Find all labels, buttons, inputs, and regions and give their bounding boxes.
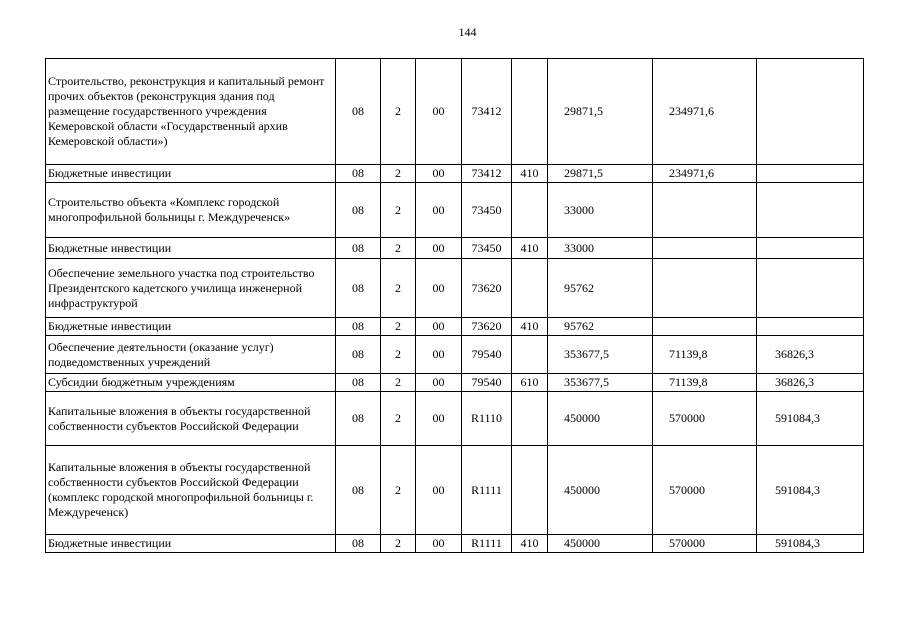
code-cell: 00: [416, 259, 462, 318]
amount-year3-cell: 591084,3: [757, 535, 864, 553]
subsection-cell: 2: [381, 165, 416, 183]
table-row: [46, 238, 864, 259]
amount-year1-cell: 353677,5: [548, 374, 653, 392]
amount-year3-cell: [757, 59, 864, 165]
amount-year3-cell: [757, 165, 864, 183]
subsection-cell: 2: [381, 59, 416, 165]
expense-type-cell: 410: [512, 535, 548, 553]
code-cell: 00: [416, 59, 462, 165]
code-cell: 00: [416, 318, 462, 336]
code-cell: 00: [416, 336, 462, 374]
row-name-cell: Бюджетные инвестиции: [46, 318, 336, 336]
expense-type-cell: 410: [512, 165, 548, 183]
amount-year3-cell: 36826,3: [757, 336, 864, 374]
section-cell: 08: [336, 318, 381, 336]
amount-year1-cell: 33000: [548, 238, 653, 259]
expense-type-cell: [512, 259, 548, 318]
amount-year1-cell: 29871,5: [548, 165, 653, 183]
amount-year2-cell: 570000: [653, 392, 757, 446]
code-cell: 00: [416, 374, 462, 392]
table-row: [46, 392, 864, 446]
row-name-cell: Обеспечение деятельности (оказание услуг) подведомственных учреждений: [46, 336, 336, 374]
section-cell: 08: [336, 238, 381, 259]
section-cell: 08: [336, 336, 381, 374]
program-cell: 73450: [462, 238, 512, 259]
table-row: [46, 446, 864, 535]
code-cell: 00: [416, 238, 462, 259]
amount-year1-cell: 450000: [548, 446, 653, 535]
amount-year2-cell: 570000: [653, 446, 757, 535]
table-row: [46, 59, 864, 165]
code-cell: 00: [416, 183, 462, 238]
expense-type-cell: [512, 183, 548, 238]
amount-year2-cell: [653, 238, 757, 259]
expense-type-cell: [512, 392, 548, 446]
program-cell: 73450: [462, 183, 512, 238]
code-cell: 00: [416, 535, 462, 553]
table-row: [46, 165, 864, 183]
section-cell: 08: [336, 59, 381, 165]
subsection-cell: 2: [381, 183, 416, 238]
program-cell: 73412: [462, 59, 512, 165]
expense-type-cell: [512, 446, 548, 535]
amount-year2-cell: [653, 318, 757, 336]
program-cell: 73620: [462, 318, 512, 336]
amount-year2-cell: 234971,6: [653, 165, 757, 183]
amount-year1-cell: 29871,5: [548, 59, 653, 165]
amount-year1-cell: 95762: [548, 318, 653, 336]
subsection-cell: 2: [381, 336, 416, 374]
amount-year1-cell: 33000: [548, 183, 653, 238]
code-cell: 00: [416, 446, 462, 535]
amount-year3-cell: [757, 238, 864, 259]
table-row: [46, 259, 864, 318]
row-name-cell: Субсидии бюджетным учреждениям: [46, 374, 336, 392]
expense-type-cell: 610: [512, 374, 548, 392]
amount-year2-cell: [653, 259, 757, 318]
program-cell: 79540: [462, 336, 512, 374]
row-name-cell: Бюджетные инвестиции: [46, 535, 336, 553]
subsection-cell: 2: [381, 238, 416, 259]
row-name-cell: Обеспечение земельного участка под строительство Президентского кадетского училища инженерной инфраструктурой: [46, 259, 336, 318]
amount-year3-cell: [757, 183, 864, 238]
section-cell: 08: [336, 392, 381, 446]
amount-year3-cell: 591084,3: [757, 446, 864, 535]
amount-year2-cell: 71139,8: [653, 336, 757, 374]
amount-year2-cell: 570000: [653, 535, 757, 553]
amount-year2-cell: 71139,8: [653, 374, 757, 392]
row-name-cell: Строительство объекта «Комплекс городской многопрофильной больницы г. Междуреченск»: [46, 183, 336, 238]
amount-year3-cell: [757, 318, 864, 336]
section-cell: 08: [336, 446, 381, 535]
row-name-cell: Бюджетные инвестиции: [46, 165, 336, 183]
amount-year3-cell: 591084,3: [757, 392, 864, 446]
section-cell: 08: [336, 535, 381, 553]
section-cell: 08: [336, 374, 381, 392]
budget-table: [45, 58, 864, 553]
program-cell: 73620: [462, 259, 512, 318]
expense-type-cell: [512, 336, 548, 374]
row-name-cell: Капитальные вложения в объекты государственной собственности субъектов Российской Федерации: [46, 392, 336, 446]
table-row: [46, 374, 864, 392]
amount-year1-cell: 353677,5: [548, 336, 653, 374]
program-cell: R1110: [462, 392, 512, 446]
subsection-cell: 2: [381, 318, 416, 336]
row-name-cell: Бюджетные инвестиции: [46, 238, 336, 259]
amount-year1-cell: 450000: [548, 535, 653, 553]
expense-type-cell: [512, 59, 548, 165]
subsection-cell: 2: [381, 446, 416, 535]
expense-type-cell: 410: [512, 318, 548, 336]
table-row: [46, 336, 864, 374]
code-cell: 00: [416, 392, 462, 446]
amount-year2-cell: [653, 183, 757, 238]
section-cell: 08: [336, 165, 381, 183]
program-cell: 79540: [462, 374, 512, 392]
code-cell: 00: [416, 165, 462, 183]
row-name-cell: Капитальные вложения в объекты государственной собственности субъектов Российской Федерации (комплекс городской многопрофильной больницы г. Междуреченск): [46, 446, 336, 535]
amount-year1-cell: 450000: [548, 392, 653, 446]
subsection-cell: 2: [381, 392, 416, 446]
section-cell: 08: [336, 259, 381, 318]
program-cell: R1111: [462, 535, 512, 553]
subsection-cell: 2: [381, 374, 416, 392]
subsection-cell: 2: [381, 535, 416, 553]
subsection-cell: 2: [381, 259, 416, 318]
expense-type-cell: 410: [512, 238, 548, 259]
amount-year2-cell: 234971,6: [653, 59, 757, 165]
amount-year3-cell: [757, 259, 864, 318]
table-row: [46, 535, 864, 553]
page-number: 144: [458, 25, 477, 39]
program-cell: 73412: [462, 165, 512, 183]
amount-year3-cell: 36826,3: [757, 374, 864, 392]
table-row: [46, 318, 864, 336]
amount-year1-cell: 95762: [548, 259, 653, 318]
row-name-cell: Строительство, реконструкция и капитальный ремонт прочих объектов (реконструкция здания под размещение государственного учреждения Кемеровской области «Государственный архив Кемеровской области»): [46, 59, 336, 165]
section-cell: 08: [336, 183, 381, 238]
table-row: [46, 183, 864, 238]
program-cell: R1111: [462, 446, 512, 535]
